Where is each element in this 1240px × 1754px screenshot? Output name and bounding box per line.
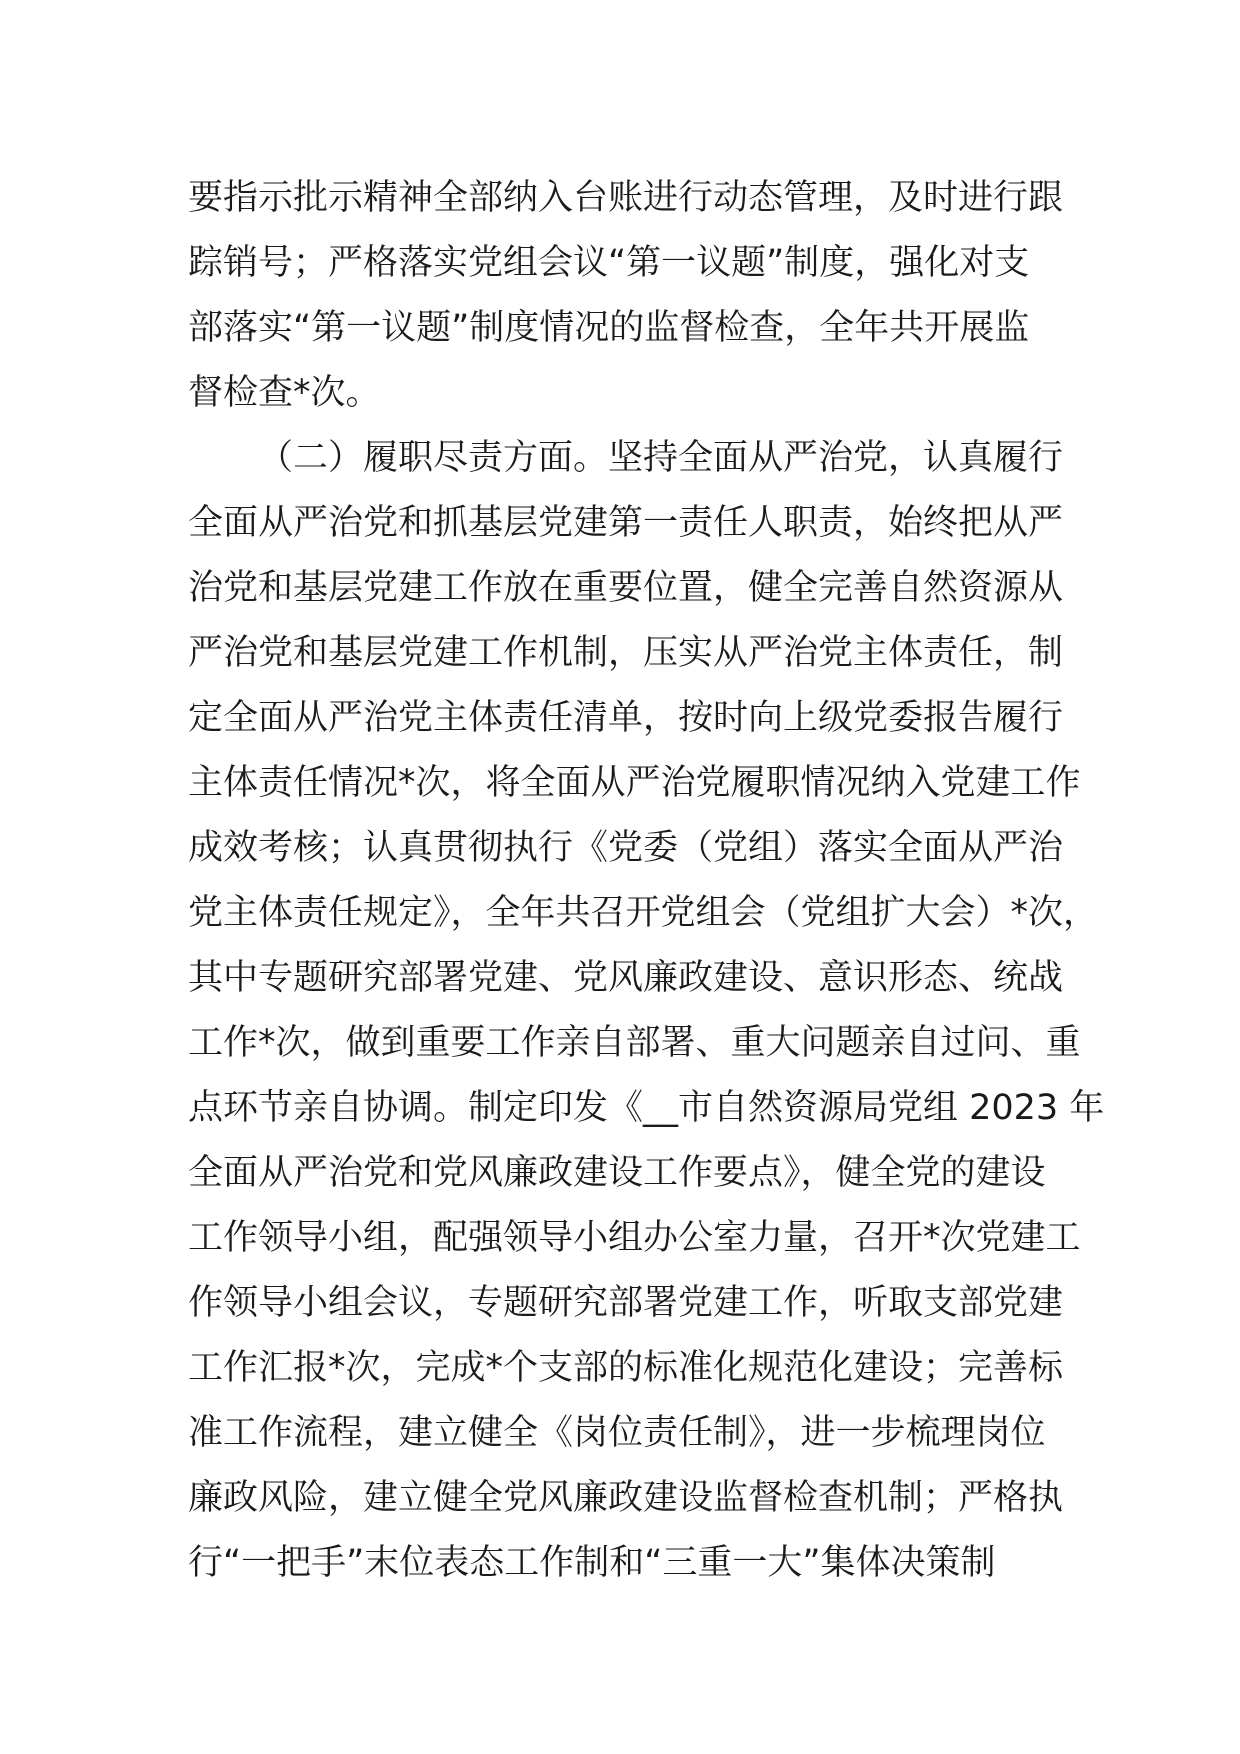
- text-line: 部落实“第一议题”制度情况的监督检查，全年共开展监: [188, 308, 1030, 348]
- text-line: 行“一把手”末位表态工作制和“三重一大”集体决策制: [188, 1543, 996, 1583]
- text-line: 工作领导小组，配强领导小组办公室力量，召开*次党建工: [188, 1218, 1081, 1258]
- text-line: 成效考核；认真贯彻执行《党委（党组）落实全面从严治: [188, 828, 1064, 868]
- text-line: 治党和基层党建工作放在重要位置，健全完善自然资源从: [188, 568, 1064, 608]
- text-line: 全面从严治党和党风廉政建设工作要点》，健全党的建设: [188, 1153, 1046, 1193]
- document-body: [188, 166, 1105, 1596]
- text-line: （二）履职尽责方面。坚持全面从严治党，认真履行: [258, 438, 1064, 478]
- text-line: 踪销号；严格落实党组会议“第一议题”制度，强化对支: [188, 243, 1030, 283]
- text-line: 廉政风险，建立健全党风廉政建设监督检查机制；严格执: [188, 1478, 1064, 1518]
- text-line: 定全面从严治党主体责任清单，按时向上级党委报告履行: [188, 698, 1064, 738]
- paragraph-1: [188, 166, 1098, 426]
- text-line: 主体责任情况*次，将全面从严治党履职情况纳入党建工作: [188, 763, 1081, 803]
- text-line: 作领导小组会议，专题研究部署党建工作，听取支部党建: [188, 1283, 1064, 1323]
- text-line: 要指示批示精神全部纳入台账进行动态管理，及时进行跟: [188, 178, 1064, 218]
- text-line: 其中专题研究部署党建、党风廉政建设、意识形态、统战: [188, 958, 1064, 998]
- text-line: 工作汇报*次，完成*个支部的标准化规范化建设；完善标: [188, 1348, 1064, 1388]
- text-line: 工作*次，做到重要工作亲自部署、重大问题亲自过问、重: [188, 1023, 1081, 1063]
- text-line: 准工作流程，建立健全《岗位责任制》，进一步梳理岗位: [188, 1413, 1046, 1453]
- text-line: 点环节亲自协调。制定印发《__市自然资源局党组 2023 年: [188, 1088, 1105, 1128]
- text-line: 督检查*次。: [188, 373, 381, 413]
- paragraph-2: [188, 426, 1105, 1596]
- text-line: 党主体责任规定》，全年共召开党组会（党组扩大会）*次，: [188, 893, 1099, 933]
- text-line: 全面从严治党和抓基层党建第一责任人职责，始终把从严: [188, 503, 1064, 543]
- text-line: 严治党和基层党建工作机制，压实从严治党主体责任，制: [188, 633, 1064, 673]
